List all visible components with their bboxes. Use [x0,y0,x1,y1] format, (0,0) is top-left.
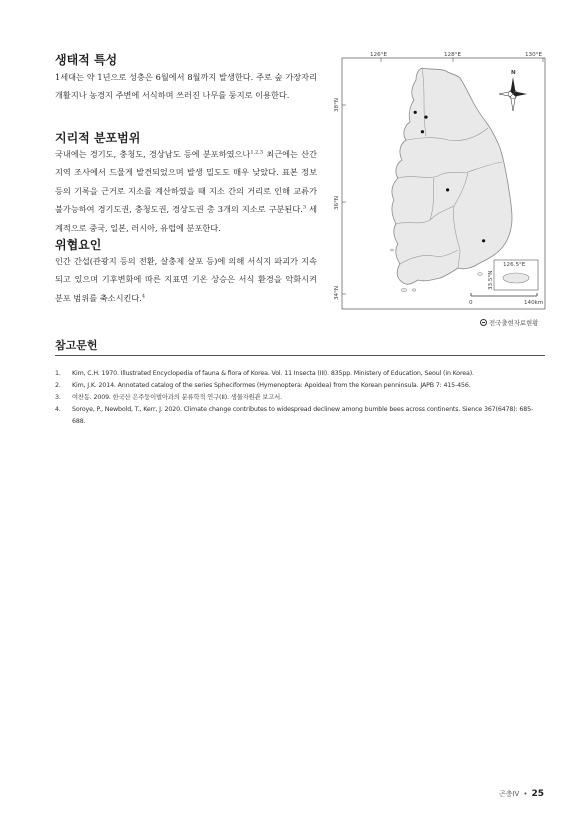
scale-start-label: 0 [469,300,473,306]
reference-text: Kim, J.K. 2014. Annotated catalog of the series Spheciformes (Hymenoptera: Apoidea) from the Korean penninsula. JAPB 7: 415-456. [72,382,471,389]
references-heading: 참고문헌 [55,339,98,352]
distribution-text-3: 세계적으로 중국, 일본, 러시아, 유럽에 분포한다. [55,204,317,233]
source-icon [480,319,487,326]
references-list [55,368,545,428]
inset-lat-label: 33.5°N [488,270,494,290]
korea-map-svg [330,50,547,315]
ecology-paragraph: 1세대는 약 1년으로 성충은 6월에서 8월까지 발생한다. 주로 숲 가장자리 개활지나 농경지 주변에 서식하며 쓰러진 나무를 둥지로 이용한다. [55,72,317,101]
citation-superscript: 1,2,3 [250,149,264,156]
jeju-island [503,273,529,283]
scale-end-label: 140km [524,300,544,306]
occurrence-point [482,239,485,242]
map-source [480,318,538,327]
occurrence-point [424,116,427,119]
north-label: N [511,70,516,76]
reference-text: Kim, C.H. 1970. Illustrated Encyclopedia of fauna & flora of Korea. Vol. 11 Insecta (III). 835pp. Ministery of Education, Seoul (in Korea). [72,370,474,377]
reference-number: 3. [55,394,61,401]
lat-label: 36°N [334,195,340,210]
lat-label: 34°N [334,285,340,300]
footer-separator: • [523,790,528,798]
lat-label: 38°N [334,97,340,112]
reference-item [55,380,545,392]
distribution-paragraph [55,145,317,237]
reference-text: Soroye, P., Newbold, T., Kerr, J. 2020. Climate change contributes to widespread declinew among bumble bees across continents. Sience 367(6478): 685-688. [72,406,534,425]
reference-number: 2. [55,382,61,389]
page-number: 25 [531,789,544,799]
reference-number: 1. [55,370,61,377]
reference-text: 여찬동. 2009. 한국산 은주둥이벌아과의 분류학적 연구(II). 생물자원관 보고서. [72,394,282,401]
footer-section-label: 곤충IV [498,790,520,798]
lon-label: 130°E [525,52,543,58]
occurrence-point [414,111,417,114]
reference-item [55,404,545,427]
citation-superscript: 3 [302,204,307,211]
threat-heading: 위협요인 [55,238,102,252]
occurrence-point [421,130,424,133]
distribution-heading: 지리적 분포범위 [55,131,141,145]
ecology-heading: 생태적 특성 [55,53,118,67]
threat-text: 인간 간섭(관광지 등의 전환, 살충제 살포 등)에 의해 서식지 파괴가 지속되고 있으며 기후변화에 따른 지표면 기온 상승은 서식 환경을 악화시켜 분포 범위를 축소시킨다. [55,256,317,303]
distribution-text-1: 국내에는 경기도, 충청도, 경상남도 등에 분포하였으나 [55,149,251,159]
occurrence-point [446,188,449,191]
references-divider [55,355,545,356]
lon-label: 128°E [444,52,462,58]
threat-paragraph [55,252,317,307]
map-source-text: 전국출현자료현황 [489,319,539,327]
reference-number: 4. [55,406,61,413]
jeju-inset [488,260,538,290]
lon-label: 126°E [370,52,388,58]
page-footer [499,789,544,799]
reference-item [55,368,545,380]
distribution-text-2: 최근에는 산간지역 조사에서 드물게 발견되었으며 발생 밀도도 매우 낮았다. 표본 정보 등의 기록을 근거로 지소를 계산하였을 때 지소 간의 거리로 인해 교류가 불가능하여 경기도권, 충청도권, 경상도권 총 3개의 지소로 구분된다. [55,149,317,215]
inset-lon-label: 126.5°E [503,262,526,268]
reference-item [55,392,545,404]
distribution-map [330,50,547,315]
citation-superscript: 4 [141,293,146,300]
